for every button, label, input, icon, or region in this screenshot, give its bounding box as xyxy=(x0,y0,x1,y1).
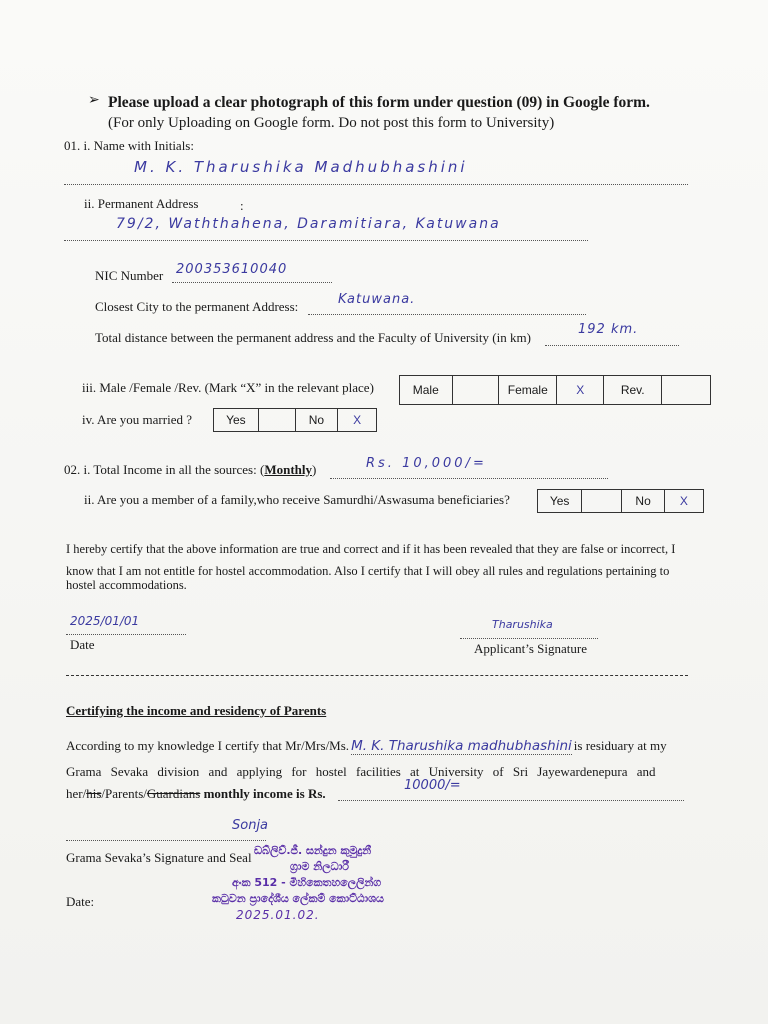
city-label: Closest City to the permanent Address: xyxy=(95,299,299,314)
parents-line-1-name: M. K. Tharushika madhubhashini xyxy=(351,738,572,754)
address-label: ii. Permanent Address xyxy=(84,196,199,211)
married-yes-label: Yes xyxy=(214,409,259,431)
samurdhi-box xyxy=(537,489,704,513)
certify-line-3: hostel accommodations. xyxy=(66,578,187,592)
address-value: 79/2, Waththahena, Daramitiara, Katuwana xyxy=(116,216,501,232)
name-value: M. K. Tharushika Madhubhashini xyxy=(134,158,468,176)
married-box xyxy=(213,408,377,432)
city-value: Katuwana. xyxy=(338,292,416,307)
income-label-monthly: Monthly xyxy=(264,462,312,477)
distance-label: Total distance between the permanent address and the Faculty of University (in km) xyxy=(95,330,531,345)
instruction-line-2: (For only Uploading on Google form. Do not post this form to University) xyxy=(108,115,555,131)
parents-line-3 xyxy=(66,786,326,802)
married-no-label: No xyxy=(296,409,339,431)
certify-line-1: I hereby certify that the above information are true and correct and if it has been revealed that they are false or incorrect, I xyxy=(66,542,676,556)
distance-value: 192 km. xyxy=(578,322,639,337)
samurdhi-label: ii. Are you a member of a family,who receive Samurdhi/Aswasuma beneficiaries? xyxy=(84,492,510,507)
samurdhi-no-checkbox[interactable]: X xyxy=(679,494,688,508)
married-label: iv. Are you married ? xyxy=(82,412,192,427)
parents-line-1-post: is residuary at my xyxy=(573,738,667,753)
gender-box xyxy=(399,375,711,405)
gender-rev-label: Rev. xyxy=(604,376,662,404)
gender-female-checkbox[interactable]: X xyxy=(557,376,604,404)
signature-label: Applicant’s Signature xyxy=(474,641,588,656)
gender-label: iii. Male /Female /Rev. (Mark “X” in the relevant place) xyxy=(82,380,374,395)
parents-line-3-mid: /Parents/ xyxy=(101,786,147,801)
parents-line-2: Grama Sevaka division and applying for hostel facilities at University of Sri Jayewardenepura and xyxy=(66,764,656,779)
samurdhi-yes-checkbox[interactable] xyxy=(582,490,622,512)
income-label-pre: 02. i. Total Income in all the sources: ( xyxy=(64,462,265,477)
gender-male-label: Male xyxy=(400,376,453,404)
gs-stamp-line-1: ඩබ්ලිව්.ජී. සන්දුන කුමුදුනී xyxy=(254,844,372,857)
gender-male-checkbox[interactable] xyxy=(453,376,500,404)
address-colon: : xyxy=(240,198,244,213)
parents-income-line xyxy=(338,782,684,801)
section-divider xyxy=(66,675,688,676)
parents-heading: Certifying the income and residency of Parents xyxy=(66,703,327,718)
applicant-signature: Tharushika xyxy=(492,618,553,631)
certify-line-2: know that I am not entitle for hostel accommodation. Also I certify that I will obey all rules and regulations pertaining to xyxy=(66,564,670,578)
applicant-date-value: 2025/01/01 xyxy=(70,614,140,628)
income-value: Rs. 10,000/= xyxy=(366,456,487,471)
parents-line-3-pre: her/ xyxy=(66,786,87,801)
gs-stamp-date: 2025.01.02. xyxy=(236,908,320,922)
samurdhi-no-label: No xyxy=(622,490,664,512)
samurdhi-yes-label: Yes xyxy=(538,490,582,512)
married-no-checkbox[interactable]: X xyxy=(353,413,362,427)
gender-rev-checkbox[interactable] xyxy=(662,376,710,404)
gs-stamp-line-4: කටුවන ප්‍රාදේශීය ලේකම් කොට්ඨාශය xyxy=(212,892,384,905)
parents-line-3-his: his xyxy=(86,786,102,801)
gs-signature-value: Sonja xyxy=(232,818,269,833)
nic-value: 200353610040 xyxy=(176,262,288,277)
gs-stamp-line-3: අංක 512 - මිහිකෙතහලෙලින්ග xyxy=(232,876,382,889)
gs-stamp-line-2: ග්‍රාම නිලධාරී xyxy=(290,860,349,873)
income-label-post: ) xyxy=(311,462,317,477)
name-label: 01. i. Name with Initials: xyxy=(64,138,194,153)
parents-line-3-guardians: Guardians xyxy=(146,786,201,801)
parents-income-value: 10000/= xyxy=(404,778,461,793)
parents-line-1 xyxy=(66,738,667,754)
gs-signature-label: Grama Sevaka’s Signature and Seal xyxy=(66,850,252,865)
gender-female-label: Female xyxy=(499,376,557,404)
date-label: Date xyxy=(70,637,95,652)
instruction-line-1: Please upload a clear photograph of this form under question (09) in Google form. xyxy=(108,94,650,111)
parents-line-1-pre: According to my knowledge I certify that Mr/Mrs/Ms. xyxy=(66,738,350,753)
instruction-arrow: ➢ xyxy=(88,93,100,108)
nic-label: NIC Number xyxy=(95,268,164,283)
gs-date-label: Date: xyxy=(66,894,95,909)
parents-line-3-bold: monthly income is Rs. xyxy=(200,786,326,801)
income-label xyxy=(64,462,316,478)
married-yes-checkbox[interactable] xyxy=(259,409,296,431)
